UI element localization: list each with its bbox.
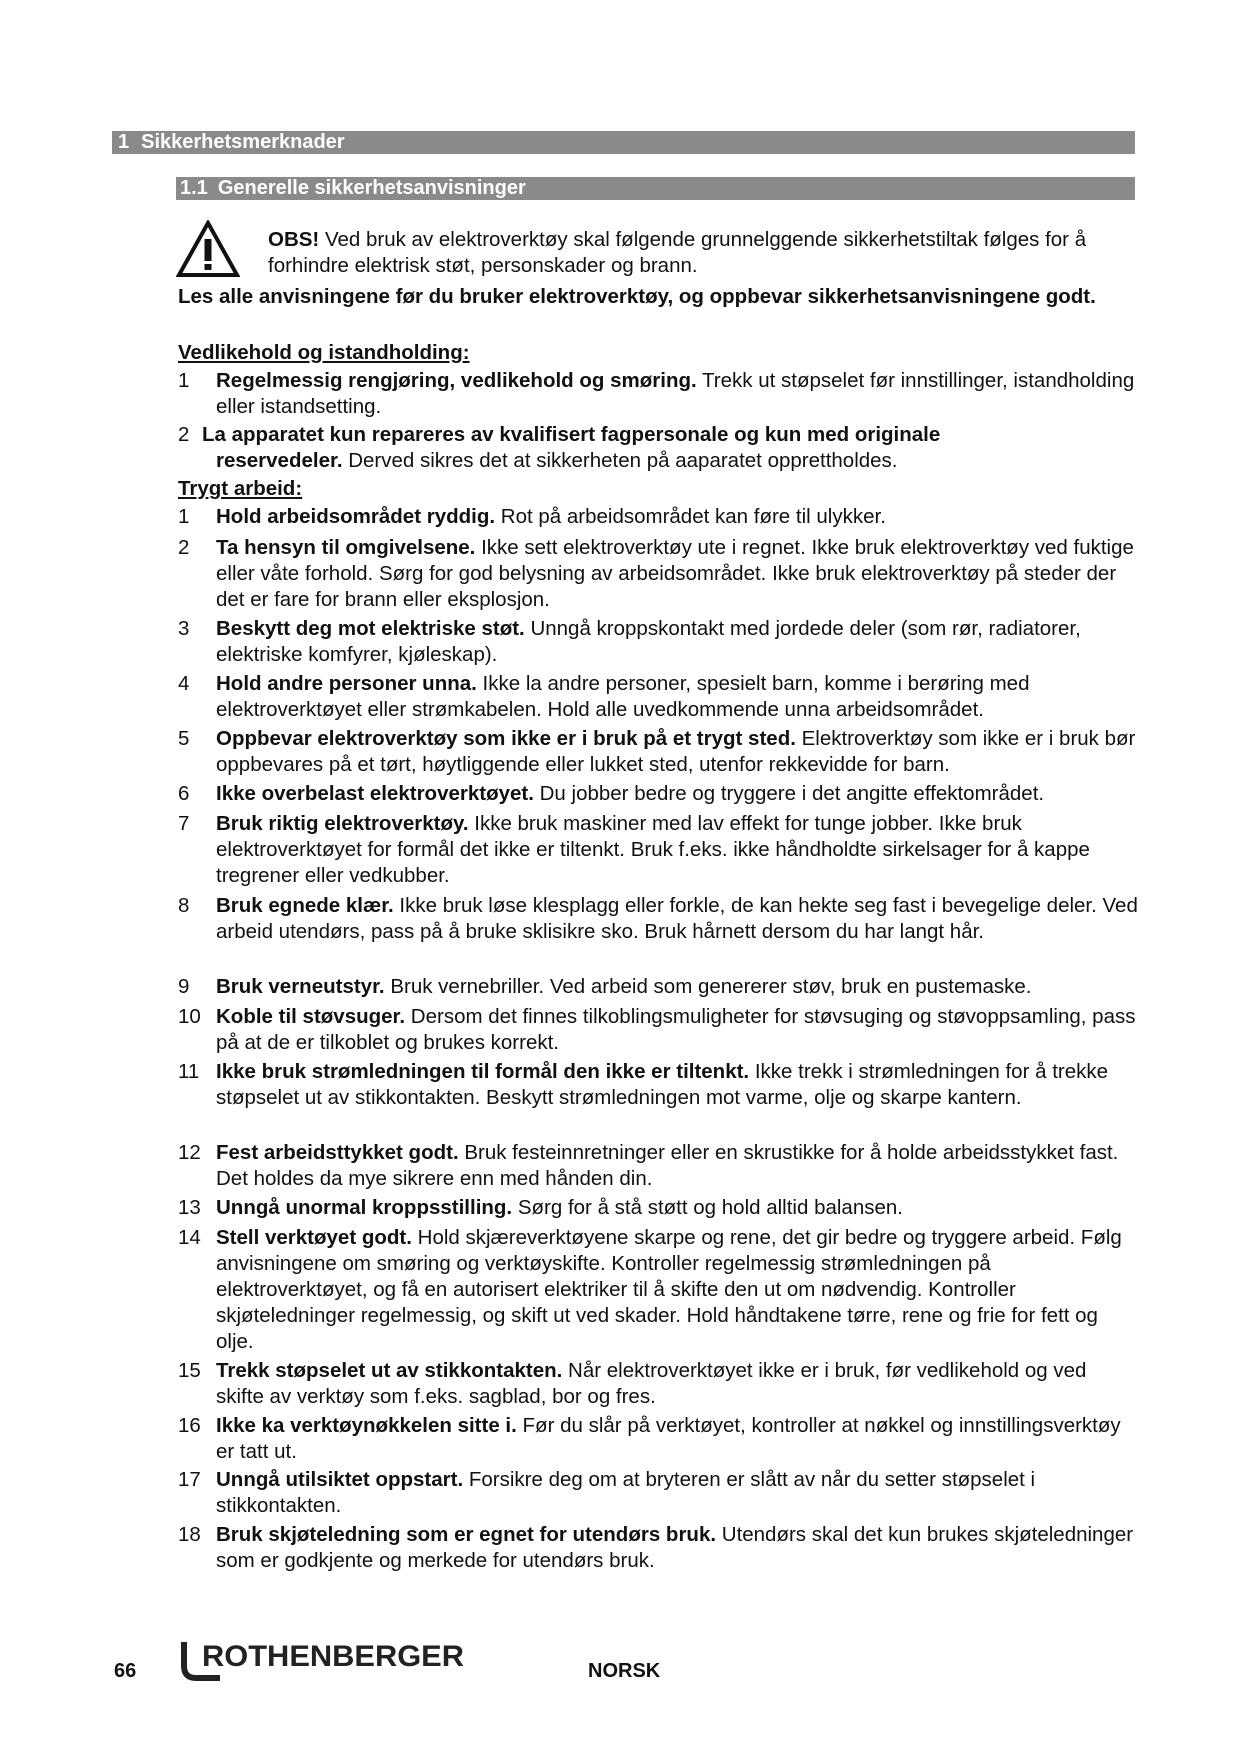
item-number: 13	[178, 1196, 201, 1219]
item-text: Forsikre deg om at bryteren er slått av når du setter støpselet i stikkontakten.	[216, 1468, 1036, 1517]
item-number: 18	[178, 1523, 201, 1546]
item-bold: Bruk egnede klær.	[216, 894, 394, 917]
safe-work-item	[178, 535, 1138, 613]
safe-work-item	[178, 893, 1138, 945]
subsection-title: Generelle sikkerhetsanvisninger	[217, 177, 526, 199]
safe-work-item	[178, 726, 1138, 778]
maintenance-heading: Vedlikehold og istandholding:	[178, 341, 470, 364]
item-number: 5	[178, 727, 190, 750]
item-text: Ikke bruk maskiner med lav effekt for tunge jobber. Ikke bruk elektroverktøyet for formål det ikke er tiltenkt. Bruk f.eks. ikke håndholdte sirkelsager for å kappe tregrener eller vedkubber.	[216, 812, 1090, 887]
safe-work-item	[178, 1059, 1138, 1111]
maintenance-item	[178, 422, 1138, 474]
item-text: Når elektroverktøyet ikke er i bruk, før vedlikehold og ved skifte av verktøy som f.eks. sagblad, bor og fres.	[216, 1359, 1087, 1408]
safe-work-item	[178, 504, 1138, 530]
item-number: 1	[178, 369, 190, 392]
item-text: Ikke la andre personer, spesielt barn, komme i berøring med elektroverktøyet eller strømkabelen. Hold alle uvedkommende unna arbeidsområdet.	[216, 672, 1030, 721]
item-bold: Ta hensyn til omgivelsene.	[216, 536, 476, 559]
item-bold: Unngå unormal kroppsstilling.	[216, 1196, 513, 1219]
item-bold: La apparatet kun repareres av kvalifisert fagpersonale og kun med originale	[202, 423, 941, 446]
item-text: Sørg for å stå støtt og hold alltid balansen.	[512, 1196, 903, 1219]
item-bold: Trekk støpselet ut av stikkontakten.	[216, 1359, 563, 1382]
warning-label: OBS!	[268, 228, 320, 251]
safe-work-item	[178, 1004, 1138, 1056]
item-bold: Bruk verneutstyr.	[216, 975, 385, 998]
safe-work-item	[178, 1467, 1138, 1519]
item-text: Rot på arbeidsområdet kan føre til ulykker.	[495, 505, 886, 528]
subsection-heading	[176, 177, 1135, 200]
warning-text	[268, 227, 1128, 279]
language-label: NORSK	[588, 1660, 661, 1682]
intro-text	[178, 284, 1138, 310]
item-text: Før du slår på verktøyet, kontroller at nøkkel og innstillingsverktøy er tatt ut.	[216, 1414, 1121, 1463]
item-bold: Koble til støvsuger.	[216, 1005, 406, 1028]
item-text: Elektroverktøy som ikke er i bruk bør oppbevares på et tørt, høytliggende eller lukket sted, utenfor rekkevidde for barn.	[216, 727, 1136, 776]
section-number: 1	[118, 131, 130, 153]
item-number: 9	[178, 975, 190, 998]
item-number: 2	[178, 423, 190, 446]
item-text: Bruk festeinnretninger eller en skrustikke for å holde arbeidsstykket fast. Det holdes da mye sikrere enn med hånden din.	[216, 1141, 1119, 1190]
safe-work-item	[178, 616, 1138, 668]
item-number: 14	[178, 1226, 201, 1249]
section-title: Sikkerhetsmerknader	[141, 131, 345, 153]
item-text: Utendørs skal det kun brukes skjøteledninger som er godkjente og merkede for utendørs bruk.	[216, 1523, 1134, 1572]
safe-work-item	[178, 1413, 1138, 1465]
item-number: 2	[178, 536, 190, 559]
item-text: Du jobber bedre og tryggere i det angitte effektområdet.	[533, 782, 1045, 805]
item-bold: Hold andre personer unna.	[216, 672, 477, 695]
safe-work-item	[178, 811, 1138, 889]
maintenance-item	[178, 368, 1138, 420]
item-bold-cont: reservedeler.	[216, 449, 343, 472]
item-text: Ikke sett elektroverktøy ute i regnet. Ikke bruk elektroverktøy ved fuktige eller våte forhold. Sørg for god belysning av arbeidsområdet. Ikke bruk elektroverktøy på steder der det er fare for brann eller eksplosjon.	[216, 536, 1134, 611]
safe-work-item	[178, 1358, 1138, 1410]
rothenberger-logo	[176, 1636, 476, 1682]
item-bold: Hold arbeidsområdet ryddig.	[216, 505, 496, 528]
safe-work-heading: Trygt arbeid:	[178, 477, 303, 500]
item-number: 6	[178, 782, 190, 805]
item-bold: Regelmessig rengjøring, vedlikehold og smøring.	[216, 369, 697, 392]
item-bold: Bruk riktig elektroverktøy.	[216, 812, 469, 835]
item-text: Trekk ut støpselet før innstillinger, istandholding eller istandsetting.	[216, 369, 1135, 418]
item-number: 10	[178, 1005, 201, 1028]
item-number: 16	[178, 1414, 201, 1437]
item-number: 1	[178, 505, 190, 528]
item-number: 12	[178, 1141, 201, 1164]
item-text: Ikke bruk løse klesplagg eller forkle, de kan hekte seg fast i bevegelige deler. Ved arbeid utendørs, pass på å bruke sklisikre sko. Bruk hårnett dersom du har langt hår.	[216, 894, 1138, 943]
item-bold: Bruk skjøteledning som er egnet for utendørs bruk.	[216, 1523, 717, 1546]
warning-body: Ved bruk av elektroverktøy skal følgende grunnelggende sikkerhetstiltak følges for å forhindre elektrisk støt, personskader og brann.	[268, 228, 1087, 277]
item-text: Dersom det finnes tilkoblingsmuligheter for støvsuging og støvoppsamling, pass på at de er tilkoblet og brukes korrekt.	[216, 1005, 1136, 1054]
item-number: 3	[178, 617, 190, 640]
safe-work-item	[178, 974, 1138, 1000]
item-bold: Oppbevar elektroverktøy som ikke er i bruk på et trygt sted.	[216, 727, 796, 750]
item-bold: Ikke overbelast elektroverktøyet.	[216, 782, 534, 805]
item-number: 17	[178, 1468, 201, 1491]
safe-work-item	[178, 781, 1138, 807]
item-bold: Unngå utilsiktet oppstart.	[216, 1468, 464, 1491]
item-text: Bruk vernebriller. Ved arbeid som genererer støv, bruk en pustemaske.	[384, 975, 1032, 998]
warning-triangle-icon	[176, 220, 240, 278]
item-bold: Fest arbeidsttykket godt.	[216, 1141, 459, 1164]
subsection-number: 1.1	[180, 177, 208, 199]
safe-work-item	[178, 1140, 1138, 1192]
intro-bold: Les alle anvisningene før du bruker elektroverktøy, og oppbevar sikkerhetsanvisningene godt.	[178, 285, 1096, 308]
item-number: 11	[178, 1060, 200, 1083]
item-text: Unngå kroppskontakt med jordede deler (som rør, radiatorer, elektriske komfyrer, kjøleskap).	[216, 617, 1081, 666]
item-bold: Beskytt deg mot elektriske støt.	[216, 617, 525, 640]
safe-work-item	[178, 671, 1138, 723]
item-number: 7	[178, 812, 190, 835]
item-bold: Ikke ka verktøynøkkelen sitte i.	[216, 1414, 517, 1437]
item-text: Hold skjæreverktøyene skarpe og rene, det gir bedre og tryggere arbeid. Følg anvisningene om smøring og verktøyskifte. Kontroller regelmessig strømledningen på elektroverktøyet, og få en autorisert elektriker til å skifte den ut om nødvendig. Kontroller skjøteledninger regelmessig, og skift ut ved skader. Hold håndtakene tørre, rene og frie for fett og olje.	[216, 1226, 1122, 1353]
item-number: 8	[178, 894, 190, 917]
item-number: 15	[178, 1359, 201, 1382]
section-heading	[112, 131, 1135, 154]
item-bold: Stell verktøyet godt.	[216, 1226, 412, 1249]
page-number: 66	[114, 1660, 137, 1682]
item-number: 4	[178, 672, 190, 695]
brand-text: ROTHENBERGER	[202, 1640, 465, 1673]
safe-work-item	[178, 1225, 1138, 1355]
safe-work-item	[178, 1522, 1138, 1574]
item-text: Ikke trekk i strømledningen for å trekke støpselet ut av stikkontakten. Beskytt strømledningen mot varme, olje og skarpe kantern.	[216, 1060, 1109, 1109]
item-bold: Ikke bruk strømledningen til formål den ikke er tiltenkt.	[216, 1060, 750, 1083]
item-text: Derved sikres det at sikkerheten på aaparatet opprettholdes.	[342, 449, 898, 472]
safe-work-item	[178, 1195, 1138, 1221]
